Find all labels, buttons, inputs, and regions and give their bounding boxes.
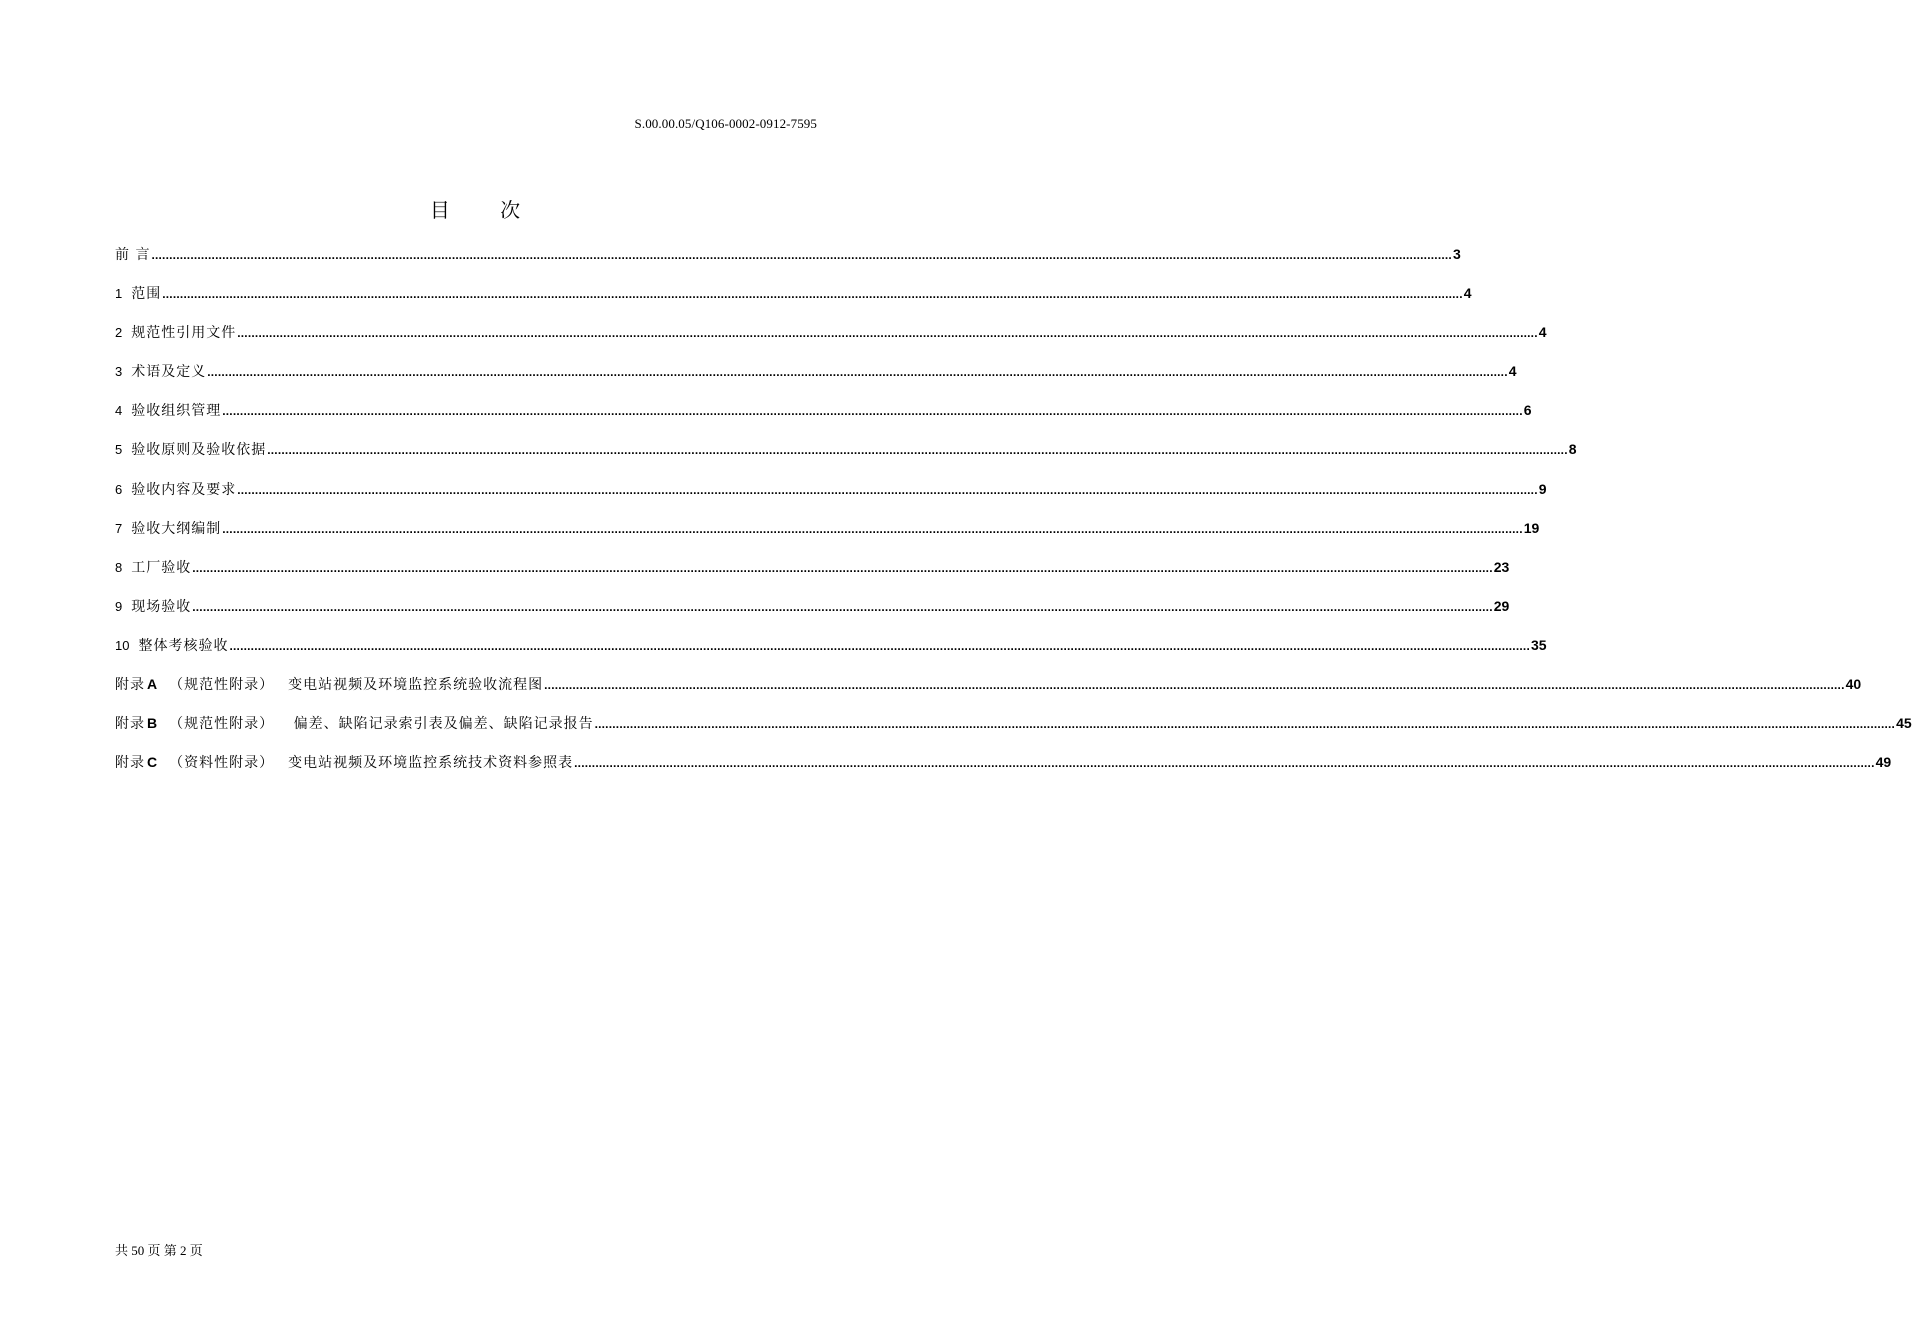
- appendix-letter: A: [147, 676, 158, 693]
- toc-entry-label: 术语及定义: [131, 364, 207, 381]
- toc-leader-dots: ................................................................................................................................................................................................................................................................................................................................................................................: [574, 756, 1875, 771]
- table-of-contents: [115, 244, 1912, 791]
- toc-entry-3[interactable]: [115, 361, 1517, 400]
- toc-entry-9[interactable]: [115, 596, 1510, 635]
- toc-entry-page: 8: [1568, 441, 1577, 458]
- toc-entry-number: 7: [115, 520, 123, 536]
- toc-entry-number: 4: [115, 403, 123, 419]
- toc-leader-dots: ................................................................................................................................................................................................................................................................................................................................................................................: [229, 638, 1530, 653]
- appendix-type: （资料性附录）: [169, 755, 275, 772]
- toc-entry-appendix-b[interactable]: [115, 713, 1912, 752]
- toc-entry-10[interactable]: [115, 635, 1547, 674]
- toc-entry-page: 3: [1452, 246, 1461, 262]
- toc-leader-dots: ................................................................................................................................................................................................................................................................................................................................................................................: [594, 717, 1896, 732]
- toc-entry-page: 45: [1896, 715, 1912, 732]
- toc-leader-dots: ................................................................................................................................................................................................................................................................................................................................................................................: [222, 404, 1523, 419]
- toc-leader-dots: ................................................................................................................................................................................................................................................................................................................................................................................: [267, 443, 1568, 458]
- toc-entry-6[interactable]: [115, 479, 1547, 518]
- toc-entry-7[interactable]: [115, 518, 1540, 557]
- appendix-type: （规范性附录）: [169, 716, 275, 733]
- toc-entry-label: 规范性引用文件: [131, 325, 237, 342]
- toc-entry-label: 验收原则及验收依据: [131, 442, 267, 459]
- toc-entry-page: 23: [1493, 558, 1510, 575]
- toc-entry-number: 2: [115, 325, 123, 341]
- toc-entry-number: 8: [115, 559, 123, 575]
- toc-entry-2[interactable]: [115, 322, 1547, 361]
- toc-leader-dots: ................................................................................................................................................................................................................................................................................................................................................................................: [207, 365, 1508, 380]
- toc-entry-number: 6: [115, 481, 123, 497]
- toc-entry-page: 40: [1845, 676, 1862, 693]
- toc-entry-label: 验收内容及要求: [131, 481, 237, 498]
- toc-leader-dots: ................................................................................................................................................................................................................................................................................................................................................................................: [151, 248, 1452, 262]
- toc-title: 目 次: [429, 198, 543, 222]
- toc-entry-page: 4: [1463, 285, 1472, 302]
- toc-entry-1[interactable]: [115, 283, 1472, 322]
- toc-entry-label: 范围: [131, 286, 162, 303]
- toc-entry-number: 10: [115, 637, 130, 653]
- toc-entry-label: 前 言: [115, 247, 151, 263]
- toc-entry-page: 4: [1508, 363, 1517, 380]
- toc-leader-dots: ................................................................................................................................................................................................................................................................................................................................................................................: [192, 560, 1493, 575]
- page-footer: 共 50 页 第 2 页: [115, 1243, 203, 1258]
- toc-entry-5[interactable]: [115, 439, 1577, 478]
- toc-entry-label: 现场验收: [131, 598, 192, 615]
- toc-entry-page: 9: [1538, 480, 1547, 497]
- toc-entry-page: 4: [1538, 324, 1547, 341]
- toc-entry-page: 29: [1493, 597, 1510, 614]
- toc-entry-label: 工厂验收: [131, 559, 192, 576]
- toc-entry-page: 49: [1875, 754, 1892, 771]
- toc-leader-dots: ................................................................................................................................................................................................................................................................................................................................................................................: [544, 678, 1845, 693]
- toc-entry-appendix-a[interactable]: [115, 674, 1862, 713]
- toc-leader-dots: ................................................................................................................................................................................................................................................................................................................................................................................: [162, 287, 1463, 302]
- toc-entry-appendix-c[interactable]: [115, 752, 1892, 791]
- toc-leader-dots: ................................................................................................................................................................................................................................................................................................................................................................................: [222, 521, 1523, 536]
- appendix-prefix: 附录: [115, 677, 145, 694]
- toc-entry-number: 9: [115, 598, 123, 614]
- appendix-prefix: 附录: [115, 755, 145, 772]
- toc-entry-label: 整体考核验收: [138, 637, 229, 654]
- toc-entry-8[interactable]: [115, 557, 1510, 596]
- toc-entry-number: 1: [115, 286, 123, 302]
- toc-entry-label: 偏差、缺陷记录索引表及偏差、缺陷记录报告: [288, 716, 594, 733]
- toc-entry-page: 6: [1523, 402, 1532, 419]
- appendix-type: （规范性附录）: [169, 677, 275, 694]
- toc-entry-label: 验收大纲编制: [131, 520, 222, 537]
- appendix-letter: B: [147, 715, 158, 732]
- toc-leader-dots: ................................................................................................................................................................................................................................................................................................................................................................................: [237, 482, 1538, 497]
- toc-leader-dots: ................................................................................................................................................................................................................................................................................................................................................................................: [192, 599, 1493, 614]
- toc-entry-label: 变电站视频及环境监控系统验收流程图: [288, 677, 544, 694]
- toc-entry-label: 验收组织管理: [131, 403, 222, 420]
- toc-entry-foreword[interactable]: [115, 244, 1461, 283]
- toc-leader-dots: ................................................................................................................................................................................................................................................................................................................................................................................: [237, 326, 1538, 341]
- document-id: S.00.00.05/Q106-0002-0912-7595: [634, 116, 817, 131]
- toc-entry-label: 变电站视频及环境监控系统技术资料参照表: [288, 755, 574, 772]
- appendix-letter: C: [147, 754, 158, 771]
- toc-entry-page: 35: [1530, 636, 1547, 653]
- toc-entry-4[interactable]: [115, 400, 1532, 439]
- toc-entry-page: 19: [1523, 519, 1540, 536]
- toc-entry-number: 3: [115, 364, 123, 380]
- appendix-prefix: 附录: [115, 716, 145, 733]
- toc-entry-number: 5: [115, 442, 123, 458]
